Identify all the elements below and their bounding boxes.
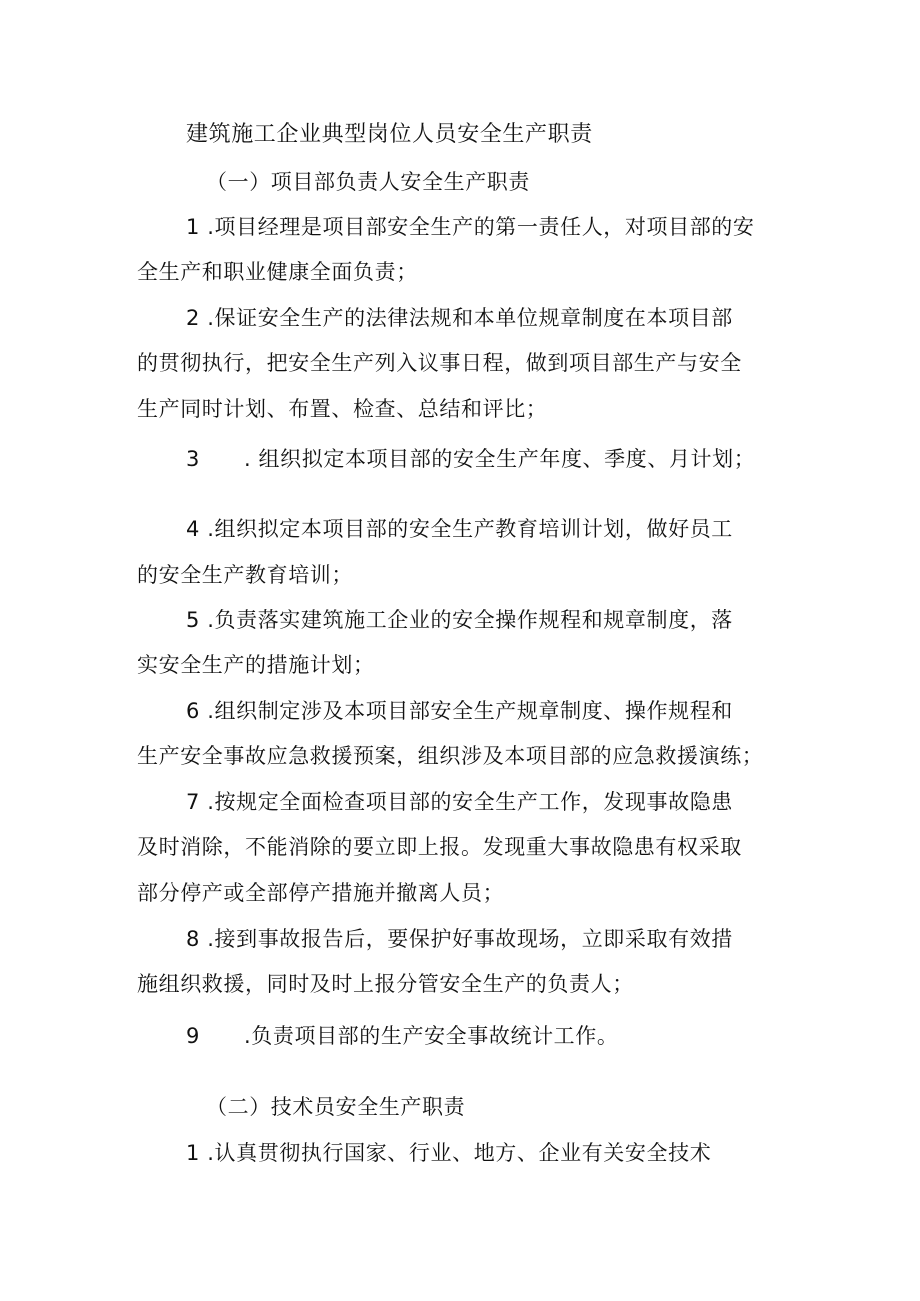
paragraph-line: 及时消除，不能消除的要立即上报。发现重大事故隐患有权采取 bbox=[137, 835, 742, 859]
paragraph-line: . 组织拟定本项目部的安全生产年度、季度、月计划； bbox=[244, 447, 756, 471]
paragraph-line: 8 .接到事故报告后，要保护好事故现场，立即采取有效措 bbox=[186, 927, 733, 951]
paragraph-line: 1 .认真贯彻执行国家、行业、地方、企业有关安全技术 bbox=[186, 1141, 712, 1165]
paragraph-line: 5 .负责落实建筑施工企业的安全操作规程和规章制度，落 bbox=[186, 608, 733, 632]
paragraph-line: 生产安全事故应急救援预案，组织涉及本项目部的应急救援演练； bbox=[137, 744, 764, 768]
paragraph-line: 6 .组织制定涉及本项目部安全生产规章制度、操作规程和 bbox=[186, 699, 733, 723]
paragraph-line: 2 .保证安全生产的法律法规和本单位规章制度在本项目部 bbox=[186, 306, 733, 330]
paragraph-line: 施组织救援，同时及时上报分管安全生产的负责人； bbox=[137, 972, 634, 996]
section-heading-2: （二）技术员安全生产职责 bbox=[206, 1095, 466, 1119]
section-heading-1: （一）项目部负责人安全生产职责 bbox=[206, 170, 530, 194]
document-title: 建筑施工企业典型岗位人员安全生产职责 bbox=[186, 122, 593, 147]
paragraph-line: 的安全生产教育培训； bbox=[137, 563, 353, 587]
paragraph-line: 生产同时计划、布置、检查、总结和评比； bbox=[137, 397, 548, 421]
item-number: 9 bbox=[186, 1024, 200, 1048]
paragraph-line: 4 .组织拟定本项目部的安全生产教育培训计划，做好员工 bbox=[186, 517, 733, 541]
paragraph-line: 部分停产或全部停产措施并撤离人员； bbox=[137, 881, 505, 905]
paragraph-line: 全生产和职业健康全面负责； bbox=[137, 260, 418, 284]
paragraph-line: 实安全生产的措施计划； bbox=[137, 653, 375, 677]
paragraph-line: 1 .项目经理是项目部安全生产的第一责任人，对项目部的安 bbox=[186, 215, 755, 239]
paragraph-line: 的贯彻执行，把安全生产列入议事日程，做到项目部生产与安全 bbox=[137, 351, 742, 375]
paragraph-line: 7 .按规定全面检查项目部的安全生产工作，发现事故隐患 bbox=[186, 790, 733, 814]
paragraph-line: .负责项目部的生产安全事故统计工作。 bbox=[244, 1024, 619, 1048]
item-number: 3 bbox=[186, 447, 200, 471]
